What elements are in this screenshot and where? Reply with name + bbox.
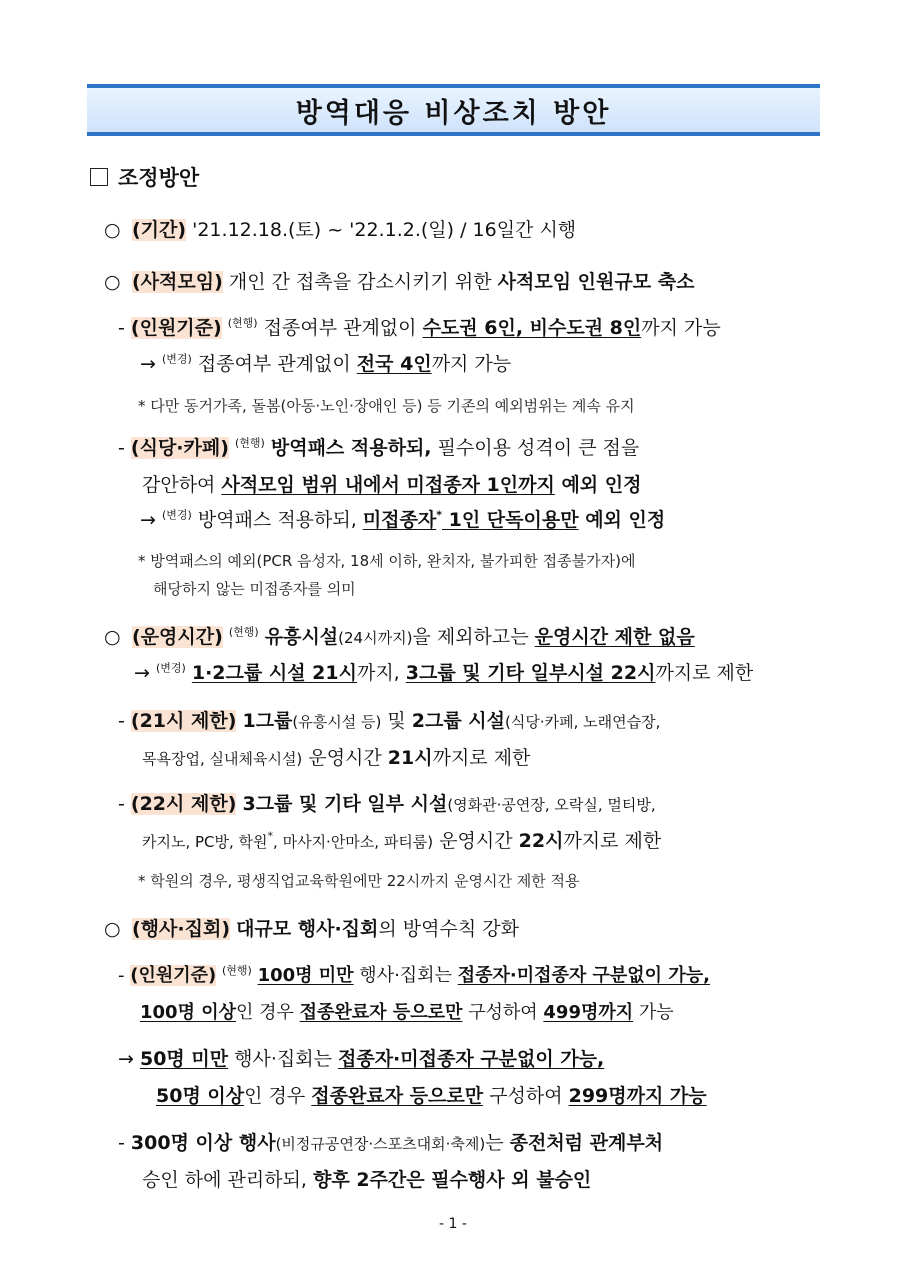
circle-bullet-icon: ○ [104,219,121,241]
event-change-line1 [118,1044,604,1074]
change-tag: (변경) [161,352,192,366]
hours-22-line1 [118,789,656,820]
text-segment: 까지로 제한 [563,830,662,852]
checkbox-square-icon [90,168,108,186]
text-emphasis: 접종자·미접종자 구분없이 가능, [337,1048,605,1070]
h22-label: (22시 제한) [130,793,237,815]
dash-bullet-icon: - [118,710,125,732]
gathering-people-current [118,313,721,343]
text-segment: 까지 가능 [431,353,512,375]
text-emphasis: 접종완료자 등으로만 [311,1085,484,1107]
text-segment: 접종여부 관계없이 [263,317,423,339]
text-segment: 까지, [356,662,406,684]
text-segment: 는 [485,1132,510,1154]
restaurant-line1 [118,433,639,463]
event-300-line2 [142,1165,591,1195]
text-segment: 의 방역수칙 강화 [378,918,519,940]
text-emphasis: 2그룹 시설 [411,710,506,732]
note-text: 해당하지 않는 미접종자를 의미 [153,580,356,598]
arrow-icon: → [140,353,156,375]
text-segment: 을 제외하고는 [412,626,535,648]
text-segment: (유흥시설 등) [292,713,382,731]
text-segment: (비정규공연장·스포츠대회·축제) [275,1135,486,1153]
people-label: (인원기준) [130,317,222,339]
hours-21-line1 [118,706,660,737]
text-segment: (영화관·공연장, 오락실, 멀티방, [447,796,656,814]
h21-label: (21시 제한) [130,710,237,732]
event-label: (행사·집회) [132,918,231,940]
text-segment: 행사·집회는 [228,1048,338,1070]
text-segment: 접종여부 관계없이 [197,353,357,375]
event-people-line2 [140,998,674,1028]
text-emphasis: 499명까지 [543,1002,634,1023]
text-emphasis: 예외 인정 [554,474,642,496]
gathering-emphasis: 사적모임 인원규모 축소 [497,271,695,293]
period-text: '21.12.18.(토) ~ '22.1.2.(일) / 16일간 시행 [192,219,577,241]
gathering-label: (사적모임) [132,271,223,293]
text-emphasis: 100명 이상 [140,1002,237,1023]
restaurant-change [140,505,665,535]
arrow-icon: → [140,509,156,531]
text-emphasis: 향후 2주간은 필수행사 외 불승인 [313,1169,592,1191]
text-emphasis: 1인 단독이용만 [442,509,579,531]
dash-bullet-icon: - [118,965,125,986]
circle-bullet-icon: ○ [104,918,121,940]
text-segment: 카지노, PC방, 학원 [142,833,268,851]
restaurant-note2 [153,577,356,601]
change-tag: (변경) [161,508,192,522]
text-segment: 인 경우 [244,1085,312,1107]
hours-22-line2 [142,826,661,857]
text-emphasis: 사적모임 범위 내에서 미접종자 1인까지 [221,474,555,496]
section-title: 조정방안 [118,166,200,190]
gathering-people-change [140,349,511,379]
text-emphasis: 전국 4인 [356,353,432,375]
text-emphasis: 3그룹 및 기타 일부 시설 [242,793,448,815]
text-segment: 필수이용 성격이 큰 점을 [431,437,640,459]
period-label: (기간) [132,219,187,241]
arrow-icon: → [118,1048,134,1070]
asterisk-icon: * [138,872,146,890]
event-people-label: (인원기준) [130,965,217,986]
hours-21-line2 [142,743,530,774]
text-emphasis: 300명 이상 행사 [130,1132,276,1154]
text-segment: (식당·카페, 노래연습장, [505,713,661,731]
dash-bullet-icon: - [118,317,125,339]
note-text: 다만 동거가족, 돌봄(아동·노인·장애인 등) 등 기존의 예외범위는 계속 유지 [150,397,635,415]
change-tag: (변경) [155,661,186,675]
text-emphasis: 1그룹 [242,710,293,732]
event-300-line1 [118,1128,663,1159]
text-segment: 가능 [633,1002,674,1023]
current-tag: (현행) [221,964,252,977]
text-emphasis: 예외 인정 [578,509,666,531]
text-segment: 승인 하에 관리하되, [142,1169,313,1191]
restaurant-line2 [142,470,641,500]
note-text: 학원의 경우, 평생직업교육학원에만 22시까지 운영시간 제한 적용 [150,872,580,890]
text-emphasis: 3그룹 및 기타 일부시설 22시 [405,662,656,684]
circle-bullet-icon: ○ [104,271,121,293]
text-segment: (24시까지) [338,629,413,647]
text-emphasis: 미접종자 [362,509,437,531]
period-item [104,215,576,245]
section-heading [90,163,199,193]
hours-label: (운영시간) [132,626,223,648]
dash-bullet-icon: - [118,793,125,815]
document-title: 방역대응 비상조치 방안 [295,97,612,129]
current-tag: (현행) [234,436,265,450]
gathering-text: 개인 간 접촉을 감소시키기 위한 [228,271,498,293]
event-change-line2 [156,1081,707,1111]
gathering-people-note [138,394,635,418]
text-emphasis: 50명 미만 [139,1048,229,1070]
text-segment: 운영시간 [302,747,388,769]
text-emphasis: 50명 이상 [156,1085,245,1107]
dash-bullet-icon: - [118,437,125,459]
text-segment: 방역패스 적용하되, [197,509,363,531]
text-emphasis: 방역패스 적용하되, [270,437,432,459]
asterisk-icon: * [138,397,146,415]
note-text: 방역패스의 예외(PCR 음성자, 18세 이하, 완치자, 불가피한 접종불가자)에 [150,552,636,570]
gathering-item [104,267,694,297]
text-segment: 구성하여 [462,1002,544,1023]
text-emphasis: 100명 미만 [257,965,354,986]
text-segment: 인 경우 [236,1002,300,1023]
event-people-line1 [118,961,710,991]
page-number: - 1 - [439,1216,467,1232]
text-segment: 목욕장업, 실내체육시설) [142,750,303,768]
text-emphasis: 운영시간 제한 없음 [534,626,695,648]
text-emphasis: 접종자·미접종자 구분없이 가능, [457,965,710,986]
text-emphasis: 1·2그룹 시설 21시 [191,662,357,684]
text-emphasis: 종전처럼 관계부처 [509,1132,664,1154]
asterisk-icon: * [436,508,442,522]
text-segment: 구성하여 [483,1085,569,1107]
text-emphasis: 접종완료자 등으로만 [299,1002,463,1023]
restaurant-note1 [138,549,635,573]
text-emphasis: 수도권 6인, 비수도권 8인 [422,317,642,339]
restaurant-label: (식당·카페) [130,437,229,459]
text-segment: 까지로 제한 [432,747,531,769]
arrow-icon: → [134,662,150,684]
text-segment: 운영시간 [433,830,519,852]
title-banner [87,84,820,136]
current-tag: (현행) [228,625,259,639]
dash-bullet-icon: - [118,1132,125,1154]
text-segment: 행사·집회는 [353,965,458,986]
text-segment: 및 [381,710,412,732]
text-segment: 감안하여 [142,474,222,496]
hours-change [134,658,753,688]
text-emphasis: 21시 [387,747,433,769]
text-emphasis: 유흥시설 [264,626,339,648]
asterisk-icon: * [138,552,146,570]
circle-bullet-icon: ○ [104,626,121,648]
text-emphasis: 대규모 행사·집회 [236,918,379,940]
text-segment: , 마사지·안마소, 파티룸) [273,833,434,851]
event-item [104,914,519,944]
text-segment: 까지로 제한 [655,662,754,684]
asterisk-icon: * [267,829,274,843]
hours-item [104,622,695,653]
current-tag: (현행) [227,316,258,330]
hours-22-note [138,869,580,893]
text-segment: 까지 가능 [641,317,721,339]
text-emphasis: 22시 [518,830,564,852]
text-emphasis: 299명까지 가능 [568,1085,707,1107]
